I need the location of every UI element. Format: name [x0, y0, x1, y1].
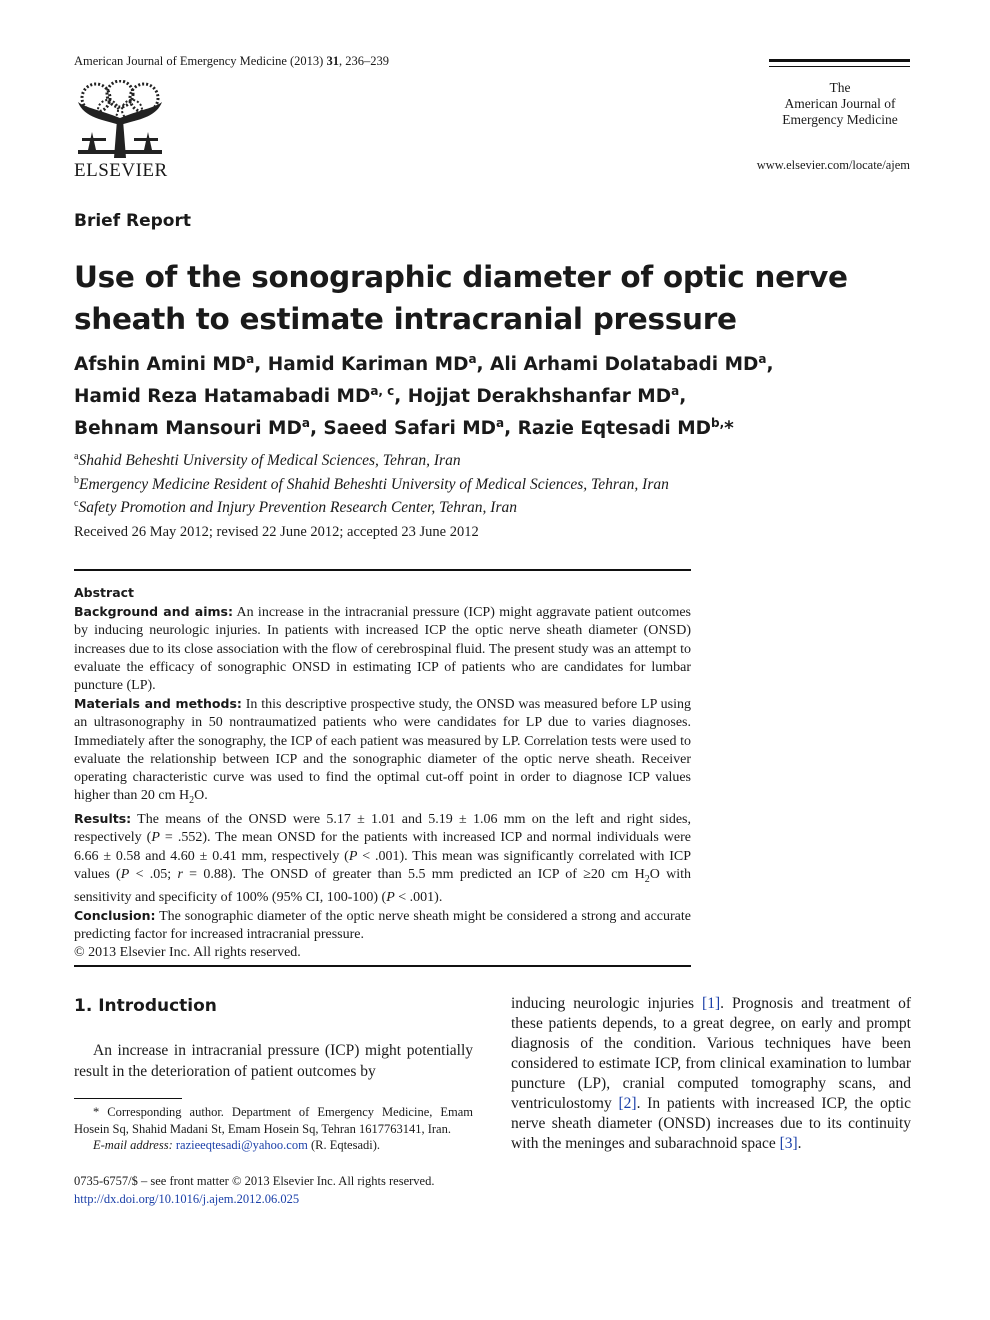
- abstract-heading: Abstract: [74, 585, 135, 600]
- abstract-rule-bottom: [74, 965, 691, 967]
- citation-volume: 31: [326, 54, 339, 68]
- author[interactable]: Behnam Mansouri $MD^a$,: [74, 416, 324, 439]
- reference-link[interactable]: [3]: [779, 1135, 798, 1152]
- affiliations: [74, 447, 669, 518]
- author[interactable]: Razie Eqtesadi $MD^{b,}*$: [517, 416, 734, 439]
- author[interactable]: Saeed Safari $MD^a$,: [323, 416, 518, 439]
- doi-link[interactable]: http://dx.doi.org/10.1016/j.ajem.2012.06.025: [74, 1191, 300, 1206]
- publisher-name: ELSEVIER: [74, 160, 168, 181]
- journal-line-3: Emergency Medicine: [782, 112, 898, 127]
- issn-block: [74, 1173, 494, 1208]
- author[interactable]: Hamid Reza Hatamabadi MD$^{a, c}$,: [74, 384, 408, 407]
- abstract: [74, 584, 691, 963]
- elsevier-tree-logo: [74, 80, 166, 158]
- article-title: Use of the sonographic diameter of optic nerve sheath to estimate intracranial pressure: [74, 260, 848, 336]
- abstract-conclusion: Conclusion: The sonographic diameter of the optic nerve sheath might be considered a strong and accurate predicting factor for increased intracranial pressure.: [74, 908, 691, 943]
- footnote-rule: [74, 1098, 182, 1099]
- citation-prefix: American Journal of Emergency Medicine (2013): [74, 54, 327, 68]
- author-list: [74, 346, 914, 442]
- journal-wordmark: [760, 80, 920, 128]
- issn-line: 0735-6757/$ – see front matter © 2013 Elsevier Inc. All rights reserved.: [74, 1174, 435, 1188]
- author[interactable]: Ali Arhami Dolatabadi $MD^a$,: [490, 352, 774, 375]
- reference-link[interactable]: [2]: [618, 1095, 637, 1112]
- reference-link[interactable]: [1]: [702, 995, 721, 1012]
- author[interactable]: Hamid Kariman $MD^a$,: [267, 352, 491, 375]
- journal-line-1: The: [829, 80, 851, 95]
- section-type: Brief Report: [74, 211, 191, 231]
- affiliation: $^c$Safety Promotion and Injury Prevention Research Center, Tehran, Iran: [74, 498, 517, 517]
- affiliation: $^a$Shahid Beheshti University of Medical Sciences, Tehran, Iran: [74, 451, 461, 469]
- header-rule-thin: [769, 66, 910, 67]
- author[interactable]: Afshin Amini $MD^a$,: [74, 352, 268, 375]
- intro-paragraph-left: An increase in intracranial pressure (ICP) might potentially result in the deterioration of patient outcomes by: [74, 1042, 473, 1080]
- intro-paragraph-right: inducing neurologic injuries [1]. Prognosis and treatment of these patients depends, to a great degree, on early and prompt diagnosis of the condition. Various techniques have been considered to estimate ICP, from clinical examination to lumbar puncture (LP), cranial computed tomography scans, and ventriculostomy [2]. In patients with increased ICP, the optic nerve sheath diameter (ONSD) increases due to its continuity with the meninges and subarachnoid space [3].: [511, 995, 911, 1152]
- journal-url[interactable]: www.elsevier.com/locate/ajem: [756, 158, 910, 172]
- abstract-copyright: © 2013 Elsevier Inc. All rights reserved.: [74, 945, 301, 961]
- header-rule-thick: [769, 59, 910, 62]
- intro-heading: 1. Introduction: [74, 996, 217, 1016]
- email-link[interactable]: razieeqtesadi@yahoo.com: [175, 1138, 308, 1152]
- journal-citation: [74, 54, 389, 69]
- corresponding-author-footnote: * Corresponding author. Department of Emergency Medicine, Emam Hosein Sq, Shahid Madani St, Emam Hosein Sq, Tehran 1617763141, Iran. E-mail address: razieeqtesadi@yahoo.com (R. Eqtesadi).: [74, 1105, 473, 1152]
- journal-line-2: American Journal of: [784, 96, 896, 111]
- received-dates: Received 26 May 2012; revised 22 June 2012; accepted 23 June 2012: [74, 524, 479, 540]
- author[interactable]: Hojjat Derakhshanfar $MD^a$,: [407, 384, 687, 407]
- citation-pages: , 236–239: [338, 54, 389, 68]
- abstract-results: Results: The means of the ONSD were 5.17 ± 1.01 and 5.19 ± 1.06 mm on the left and right sides, respectively (P = .552). The mean ONSD for the patients with increased ICP and normal individuals were 6.66 ± 0.58 and 4.60 ± 0.41 mm, respectively (P < .001). This mean was significantly correlated with ICP values (P < .05; r = 0.88). The ONSD of greater than 5.5 mm predicted an ICP of ≥20 cm $H_2O$ with sensitivity and specificity of 100% (95% CI, 100-100) (P < .001).: [74, 811, 692, 905]
- abstract-background: Background and aims: An increase in the intracranial pressure (ICP) might aggravate patient outcomes by inducing neurologic injuries. In patients with increased ICP the optic nerve sheath diameter (ONSD) increases due to its close association with the flow of cerebrospinal fluid. The present study was an attempt to evaluate the efficacy of sonographic ONSD in estimating ICP of patients who are candidates for lumbar puncture (LP).: [74, 604, 691, 694]
- abstract-rule-top: [74, 569, 691, 571]
- abstract-methods: Materials and methods: In this descriptive prospective study, the ONSD was measured before LP using an ultrasonography in 50 nontraumatized patients who were candidates for LP due to varies diagnoses. Immediately after the sonography, the ICP of each patient was measured by LP. Correlation tests were used to evaluate the relationship between ICP and the sonographic diameter of the optic nerve sheath. Receiver operating characteristic curve was used to find the optimal cut-off point in order to diagnose ICP values higher than 20 cm $H_2O$.: [74, 696, 691, 807]
- affiliation: $^b$Emergency Medicine Resident of Shahid Beheshti University of Medical Sciences, Tehran, Iran: [74, 474, 669, 493]
